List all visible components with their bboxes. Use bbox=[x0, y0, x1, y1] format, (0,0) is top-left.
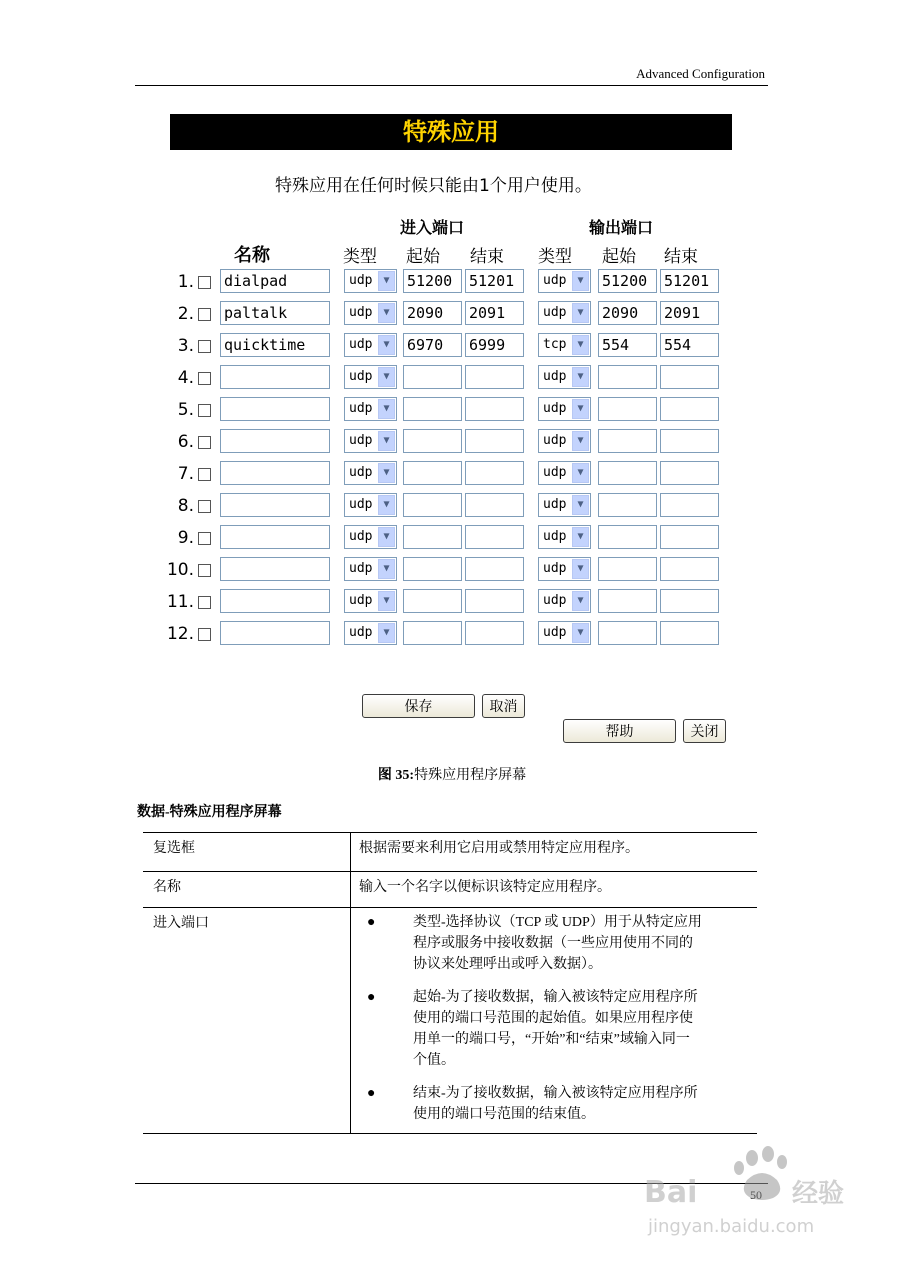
out-end-port-field[interactable] bbox=[660, 525, 719, 549]
in-start-port-field[interactable] bbox=[403, 525, 462, 549]
chevron-down-icon[interactable]: ▼ bbox=[378, 399, 395, 419]
in-type-select[interactable] bbox=[344, 557, 397, 581]
in-start-port-field[interactable]: 51200 bbox=[403, 269, 462, 293]
in-start-port-field[interactable] bbox=[403, 429, 462, 453]
out-type-select[interactable] bbox=[538, 621, 591, 645]
in-type-select[interactable] bbox=[344, 429, 397, 453]
in-type-select[interactable] bbox=[344, 621, 397, 645]
enable-checkbox[interactable] bbox=[198, 276, 211, 289]
chevron-down-icon[interactable]: ▼ bbox=[378, 271, 395, 291]
row-number: 3. bbox=[177, 336, 194, 356]
out-type-select[interactable] bbox=[538, 525, 591, 549]
enable-checkbox[interactable] bbox=[198, 500, 211, 513]
in-end-port-field[interactable] bbox=[465, 589, 524, 613]
in-type-select[interactable] bbox=[344, 493, 397, 517]
chevron-down-icon[interactable]: ▼ bbox=[572, 335, 589, 355]
select-value: udp bbox=[543, 305, 567, 320]
chevron-down-icon[interactable]: ▼ bbox=[572, 303, 589, 323]
chevron-down-icon[interactable]: ▼ bbox=[572, 527, 589, 547]
incoming-ports-heading: 进入端口 bbox=[400, 218, 465, 237]
select-value: udp bbox=[543, 593, 567, 608]
table-row bbox=[143, 833, 757, 872]
select-value: udp bbox=[543, 433, 567, 448]
out-type-select[interactable] bbox=[538, 269, 591, 293]
out-start-port-field[interactable] bbox=[598, 493, 657, 517]
select-value: udp bbox=[543, 529, 567, 544]
out-type-select[interactable] bbox=[538, 429, 591, 453]
out-type-select[interactable] bbox=[538, 365, 591, 389]
figure-label: 图 35: bbox=[377, 768, 415, 783]
select-value: udp bbox=[543, 497, 567, 512]
in-type-select[interactable] bbox=[344, 525, 397, 549]
row-number: 4. bbox=[177, 368, 194, 388]
save-button[interactable]: 保存 bbox=[362, 694, 475, 718]
in-type-select[interactable] bbox=[344, 589, 397, 613]
bullet-text: 起始-为了接收数据，输入被该特定应用程序所使用的端口号范围的起始值。如果应用程序使用单一的端口号，“开始”和“结束”域输入同一个值。 bbox=[413, 990, 698, 1068]
select-value: udp bbox=[349, 401, 373, 416]
in-type-select[interactable] bbox=[344, 269, 397, 293]
out-end-port-field[interactable] bbox=[660, 397, 719, 421]
in-end-port-field[interactable] bbox=[465, 365, 524, 389]
in-start-port-field[interactable] bbox=[403, 461, 462, 485]
in-start-port-field[interactable]: 2090 bbox=[403, 301, 462, 325]
table-desc: 输入一个名字以便标识该特定应用程序。 bbox=[351, 872, 758, 908]
in-start-port-field[interactable] bbox=[403, 397, 462, 421]
select-value: udp bbox=[543, 625, 567, 640]
enable-checkbox[interactable] bbox=[198, 404, 211, 417]
svg-text:Bai: Bai bbox=[644, 1175, 698, 1210]
chevron-down-icon[interactable]: ▼ bbox=[572, 399, 589, 419]
chevron-down-icon[interactable]: ▼ bbox=[378, 463, 395, 483]
select-value: tcp bbox=[543, 337, 567, 352]
select-value: udp bbox=[349, 273, 373, 288]
in-end-port-field[interactable]: 2091 bbox=[465, 301, 524, 325]
table-term: 复选框 bbox=[143, 833, 351, 872]
out-end-port-field[interactable] bbox=[660, 493, 719, 517]
row-number: 6. bbox=[177, 432, 194, 452]
select-value: udp bbox=[349, 369, 373, 384]
select-value: udp bbox=[349, 433, 373, 448]
out-end-port-field[interactable]: 2091 bbox=[660, 301, 719, 325]
out-start-port-field[interactable] bbox=[598, 365, 657, 389]
out-type-select[interactable] bbox=[538, 557, 591, 581]
in-type-select[interactable] bbox=[344, 333, 397, 357]
out-end-port-field[interactable] bbox=[660, 621, 719, 645]
out-end-port-field[interactable]: 51201 bbox=[660, 269, 719, 293]
row-number: 9. bbox=[177, 528, 194, 548]
select-value: udp bbox=[349, 593, 373, 608]
in-end-column-header: 结束 bbox=[470, 247, 504, 267]
chevron-down-icon[interactable]: ▼ bbox=[378, 431, 395, 451]
name-field[interactable] bbox=[220, 557, 330, 581]
in-end-port-field[interactable] bbox=[465, 397, 524, 421]
out-start-port-field[interactable]: 2090 bbox=[598, 301, 657, 325]
chevron-down-icon[interactable]: ▼ bbox=[572, 271, 589, 291]
row-number: 11. bbox=[166, 592, 194, 612]
header-rule bbox=[135, 85, 768, 86]
svg-text:经验: 经验 bbox=[792, 1179, 845, 1209]
select-value: udp bbox=[543, 561, 567, 576]
chevron-down-icon[interactable]: ▼ bbox=[378, 495, 395, 515]
enable-checkbox[interactable] bbox=[198, 340, 211, 353]
table-term: 名称 bbox=[143, 872, 351, 908]
out-type-select[interactable] bbox=[538, 589, 591, 613]
row-number: 8. bbox=[177, 496, 194, 516]
row-number: 7. bbox=[177, 464, 194, 484]
name-field[interactable] bbox=[220, 621, 330, 645]
select-value: udp bbox=[543, 273, 567, 288]
bullet-dot: ● bbox=[367, 990, 376, 1005]
out-type-column-header: 类型 bbox=[538, 247, 572, 267]
chevron-down-icon[interactable]: ▼ bbox=[572, 559, 589, 579]
name-field[interactable] bbox=[220, 365, 330, 389]
row-number: 10. bbox=[166, 560, 194, 580]
in-start-port-field[interactable] bbox=[403, 589, 462, 613]
enable-checkbox[interactable] bbox=[198, 308, 211, 321]
row-number: 1. bbox=[177, 272, 194, 292]
figure-caption-text: 特殊应用程序屏幕 bbox=[414, 768, 527, 783]
baidu-watermark-logo bbox=[642, 1140, 864, 1240]
usage-note: 特殊应用在任何时候只能由1个用户使用。 bbox=[275, 176, 592, 196]
chevron-down-icon[interactable]: ▼ bbox=[378, 335, 395, 355]
enable-checkbox[interactable] bbox=[198, 468, 211, 481]
out-start-port-field[interactable] bbox=[598, 557, 657, 581]
chevron-down-icon[interactable]: ▼ bbox=[378, 591, 395, 611]
select-value: udp bbox=[543, 465, 567, 480]
enable-checkbox[interactable] bbox=[198, 532, 211, 545]
bullet-item bbox=[359, 912, 703, 975]
out-start-port-field[interactable]: 51200 bbox=[598, 269, 657, 293]
table-term: 进入端口 bbox=[143, 908, 351, 1134]
out-start-port-field[interactable] bbox=[598, 589, 657, 613]
out-end-port-field[interactable] bbox=[660, 429, 719, 453]
out-type-select[interactable] bbox=[538, 301, 591, 325]
out-start-port-field[interactable]: 554 bbox=[598, 333, 657, 357]
name-field[interactable] bbox=[220, 493, 330, 517]
in-end-port-field[interactable] bbox=[465, 525, 524, 549]
page-banner: 特殊应用 bbox=[170, 114, 732, 150]
in-end-port-field[interactable] bbox=[465, 429, 524, 453]
select-value: udp bbox=[349, 465, 373, 480]
table-row bbox=[143, 908, 757, 1134]
in-end-port-field[interactable]: 51201 bbox=[465, 269, 524, 293]
chevron-down-icon[interactable]: ▼ bbox=[572, 463, 589, 483]
out-start-port-field[interactable] bbox=[598, 621, 657, 645]
in-start-column-header: 起始 bbox=[406, 247, 440, 267]
enable-checkbox[interactable] bbox=[198, 596, 211, 609]
bullet-dot: ● bbox=[367, 915, 376, 930]
out-end-port-field[interactable]: 554 bbox=[660, 333, 719, 357]
enable-checkbox[interactable] bbox=[198, 372, 211, 385]
select-value: udp bbox=[543, 401, 567, 416]
chevron-down-icon[interactable]: ▼ bbox=[378, 559, 395, 579]
out-end-port-field[interactable] bbox=[660, 461, 719, 485]
in-end-port-field[interactable] bbox=[465, 621, 524, 645]
chevron-down-icon[interactable]: ▼ bbox=[378, 623, 395, 643]
out-end-port-field[interactable] bbox=[660, 589, 719, 613]
enable-checkbox[interactable] bbox=[198, 628, 211, 641]
in-type-select[interactable] bbox=[344, 301, 397, 325]
section-title: 数据-特殊应用程序屏幕 bbox=[137, 805, 282, 820]
bullet-text: 类型-选择协议（TCP 或 UDP）用于从特定应用程序或服务中接收数据（一些应用使用不同的协议来处理呼出或呼入数据）。 bbox=[413, 915, 702, 972]
chevron-down-icon[interactable]: ▼ bbox=[572, 431, 589, 451]
in-end-port-field[interactable] bbox=[465, 461, 524, 485]
out-type-select[interactable] bbox=[538, 461, 591, 485]
name-column-header: 名称 bbox=[234, 245, 270, 266]
select-value: udp bbox=[543, 369, 567, 384]
name-field[interactable] bbox=[220, 589, 330, 613]
outgoing-ports-heading: 输出端口 bbox=[589, 218, 654, 237]
in-start-port-field[interactable] bbox=[403, 365, 462, 389]
out-end-column-header: 结束 bbox=[664, 247, 698, 267]
name-field[interactable] bbox=[220, 429, 330, 453]
table-row bbox=[143, 872, 757, 908]
in-start-port-field[interactable]: 6970 bbox=[403, 333, 462, 357]
name-field[interactable]: quicktime bbox=[220, 333, 330, 357]
in-end-port-field[interactable] bbox=[465, 493, 524, 517]
chevron-down-icon[interactable]: ▼ bbox=[378, 527, 395, 547]
name-field[interactable] bbox=[220, 397, 330, 421]
out-start-port-field[interactable] bbox=[598, 461, 657, 485]
enable-checkbox[interactable] bbox=[198, 436, 211, 449]
row-number: 2. bbox=[177, 304, 194, 324]
enable-checkbox[interactable] bbox=[198, 564, 211, 577]
out-start-port-field[interactable] bbox=[598, 525, 657, 549]
name-field[interactable] bbox=[220, 525, 330, 549]
in-type-select[interactable] bbox=[344, 365, 397, 389]
field-description-table bbox=[143, 832, 757, 1134]
in-end-port-field[interactable] bbox=[465, 557, 524, 581]
out-type-select[interactable] bbox=[538, 493, 591, 517]
out-end-port-field[interactable] bbox=[660, 557, 719, 581]
in-type-select[interactable] bbox=[344, 397, 397, 421]
close-button[interactable]: 关闭 bbox=[683, 719, 726, 743]
chevron-down-icon[interactable]: ▼ bbox=[572, 367, 589, 387]
chevron-down-icon[interactable]: ▼ bbox=[378, 367, 395, 387]
header-title: Advanced Configuration bbox=[636, 66, 765, 81]
bullet-item bbox=[359, 1083, 703, 1125]
chevron-down-icon[interactable]: ▼ bbox=[378, 303, 395, 323]
select-value: udp bbox=[349, 305, 373, 320]
bullet-dot: ● bbox=[367, 1086, 376, 1101]
bullet-text: 结束-为了接收数据，输入被该特定应用程序所使用的端口号范围的结束值。 bbox=[413, 1086, 698, 1122]
in-start-port-field[interactable] bbox=[403, 621, 462, 645]
row-number: 5. bbox=[177, 400, 194, 420]
cancel-button[interactable]: 取消 bbox=[482, 694, 525, 718]
name-field[interactable]: dialpad bbox=[220, 269, 330, 293]
chevron-down-icon[interactable]: ▼ bbox=[572, 495, 589, 515]
name-field[interactable] bbox=[220, 461, 330, 485]
bullet-item bbox=[359, 987, 703, 1071]
figure-caption bbox=[0, 764, 904, 784]
out-start-port-field[interactable] bbox=[598, 397, 657, 421]
help-button[interactable]: 帮助 bbox=[563, 719, 676, 743]
out-type-select[interactable] bbox=[538, 397, 591, 421]
name-field[interactable]: paltalk bbox=[220, 301, 330, 325]
in-end-port-field[interactable]: 6999 bbox=[465, 333, 524, 357]
out-start-column-header: 起始 bbox=[602, 247, 636, 267]
table-desc: 根据需要来利用它启用或禁用特定应用程序。 bbox=[351, 833, 758, 872]
select-value: udp bbox=[349, 529, 373, 544]
chevron-down-icon[interactable]: ▼ bbox=[572, 623, 589, 643]
out-start-port-field[interactable] bbox=[598, 429, 657, 453]
row-number: 12. bbox=[166, 624, 194, 644]
out-end-port-field[interactable] bbox=[660, 365, 719, 389]
in-start-port-field[interactable] bbox=[403, 493, 462, 517]
chevron-down-icon[interactable]: ▼ bbox=[572, 591, 589, 611]
select-value: udp bbox=[349, 337, 373, 352]
in-start-port-field[interactable] bbox=[403, 557, 462, 581]
select-value: udp bbox=[349, 561, 373, 576]
out-type-select[interactable] bbox=[538, 333, 591, 357]
select-value: udp bbox=[349, 497, 373, 512]
svg-text:jingyan.baidu.com: jingyan.baidu.com bbox=[648, 1216, 815, 1237]
in-type-column-header: 类型 bbox=[343, 247, 377, 267]
in-type-select[interactable] bbox=[344, 461, 397, 485]
select-value: udp bbox=[349, 625, 373, 640]
